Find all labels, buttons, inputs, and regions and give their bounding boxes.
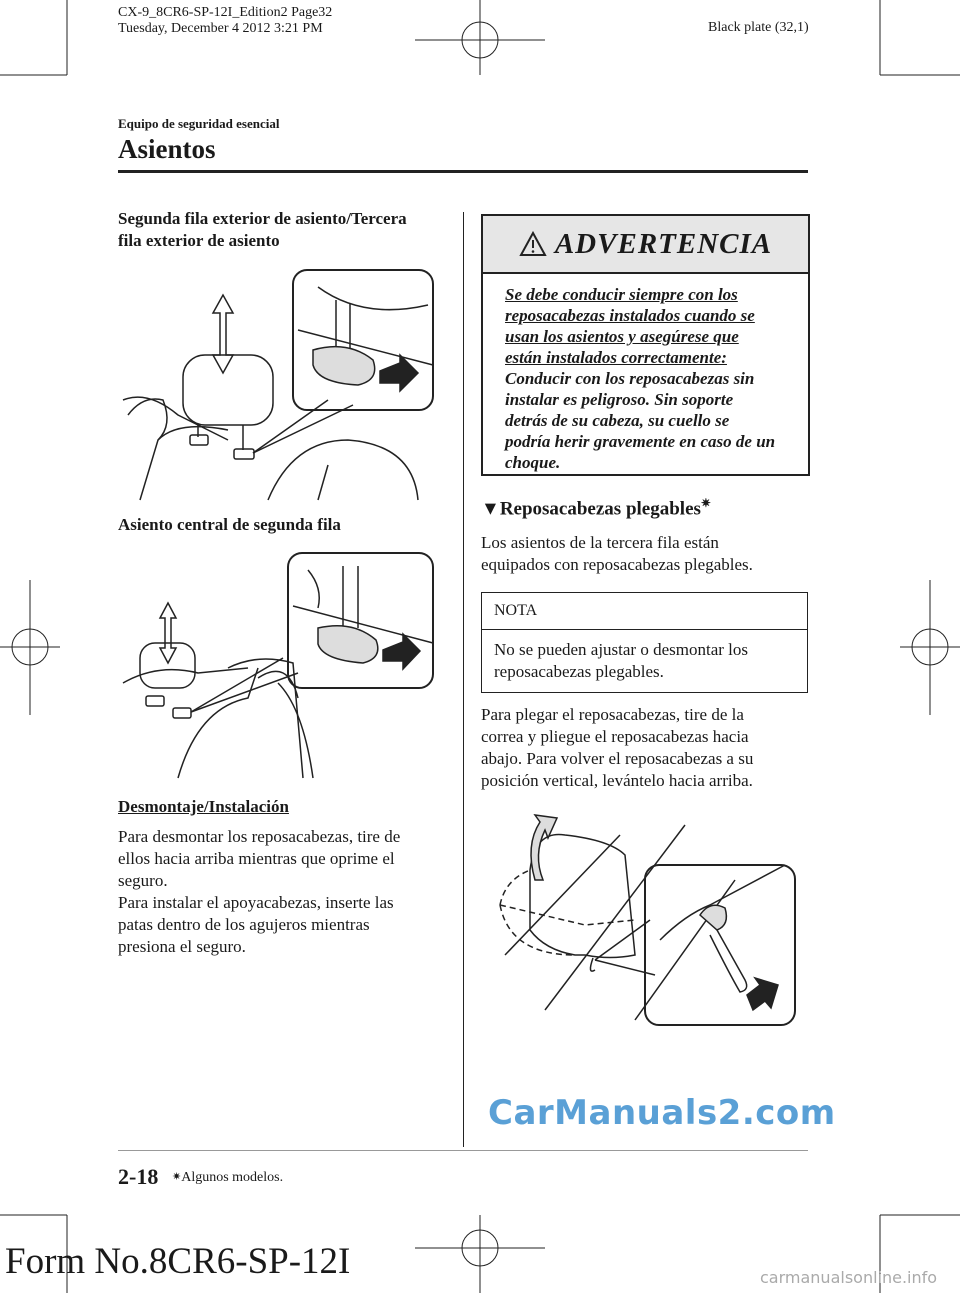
triangle-down-icon: ▼ xyxy=(481,498,500,520)
removal-heading: Desmontaje/Instalación xyxy=(118,797,289,816)
watermark-text: CarManuals2.com xyxy=(488,1093,836,1133)
note-box xyxy=(481,592,808,693)
column-divider xyxy=(463,212,464,1147)
file-info-line2: Tuesday, December 4 2012 3:21 PM xyxy=(118,21,323,36)
asterisk-icon: ✷ xyxy=(172,1171,182,1183)
warning-header xyxy=(483,216,808,274)
asterisk-icon: ✷ xyxy=(700,496,711,510)
warning-triangle-icon xyxy=(519,231,547,257)
page-title: Asientos xyxy=(118,134,216,164)
file-info-line1: CX-9_8CR6-SP-12I_Edition2 Page32 xyxy=(118,5,333,20)
section-label: Equipo de seguridad esencial xyxy=(118,116,280,131)
warning-title: ADVERTENCIA xyxy=(554,227,773,260)
removal-instructions: Para desmontar los reposacabezas, tire de ellos hacia arriba mientras que oprime el seguro. Para instalar el apoyacabezas, inserte las patas dentro de los agujeros mientras presiona el seguro. xyxy=(118,827,401,956)
folding-instructions: Para plegar el reposacabezas, tire de la correa y pliegue el reposacabezas hacia abajo. Para volver el reposacabezas a su posición vertical, levántelo hacia arriba. xyxy=(481,705,754,790)
center-headrest-illustration xyxy=(118,548,438,788)
figure1-caption: Segunda fila exterior de asiento/Tercera fila exterior de asiento xyxy=(118,209,407,250)
plate-label: Black plate (32,1) xyxy=(708,20,809,35)
outboard-headrest-illustration xyxy=(118,265,438,505)
warning-box xyxy=(481,214,810,476)
footer-rule xyxy=(118,1150,808,1151)
note-title: NOTA xyxy=(482,593,807,630)
folding-headrest-illustration xyxy=(485,810,800,1030)
site-label: carmanualsonline.info xyxy=(760,1268,938,1287)
folding-heading: ▼Reposacabezas plegables✷ xyxy=(481,496,711,520)
form-number: Form No.8CR6-SP-12I xyxy=(5,1241,351,1282)
page-number: 2-18 xyxy=(118,1164,159,1189)
note-text: No se pueden ajustar o desmontar los reposacabezas plegables. xyxy=(494,640,748,681)
folding-intro: Los asientos de la tercera fila están equipados con reposacabezas plegables. xyxy=(481,533,753,574)
warning-text: Se debe conducir siempre con los reposacabezas instalados cuando se usan los asientos y asegúrese que están instalados correctamente: Conducir con los reposacabezas sin instalar es peligroso. Sin soporte detrás de su cabeza, su cuello se podría herir gravemente en caso de un choque. xyxy=(505,285,776,472)
figure2-caption: Asiento central de segunda fila xyxy=(118,515,341,534)
header-rule xyxy=(118,170,808,173)
footnote: ✷Algunos modelos. xyxy=(172,1170,284,1185)
